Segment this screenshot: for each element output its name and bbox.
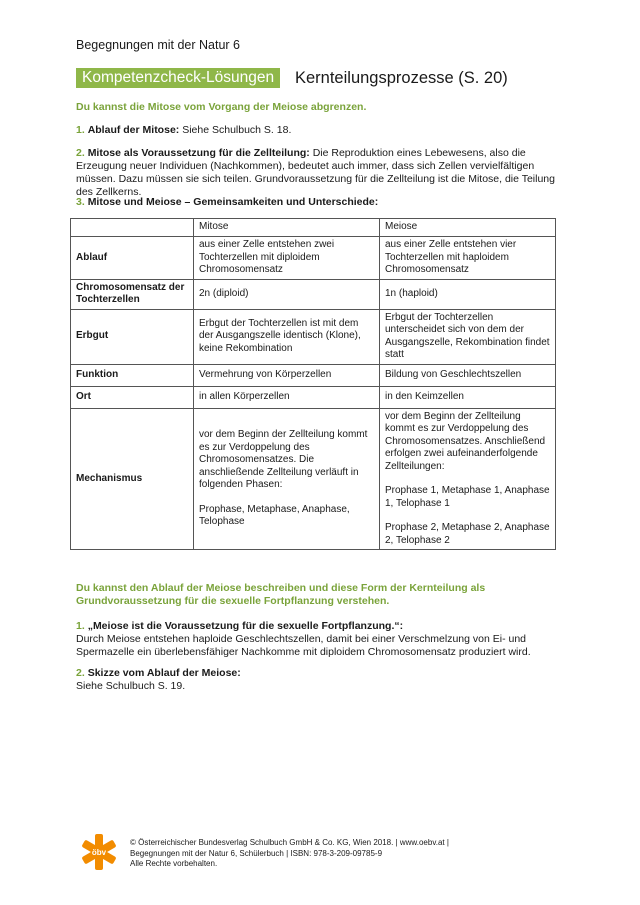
item-label: Ablauf der Mitose:	[87, 124, 180, 136]
item-label: Mitose und Meiose – Gemeinsamkeiten und Unterschiede:	[87, 196, 379, 208]
section2-heading: Du kannst den Ablauf der Meiose beschreiben und diese Form der Kernteilung als Grundvoraussetzung für die sexuelle Fortpflanzung verstehen.	[76, 582, 486, 607]
item-number: 3.	[76, 196, 85, 208]
table-header-cell: Meiose	[380, 219, 556, 237]
table-cell: Erbgut der Tochterzellen unterscheidet sich von dem der Ausgangszelle, Rekombination findet statt	[380, 309, 556, 364]
item-number: 1.	[76, 620, 85, 632]
section1-heading: Du kannst die Mitose vom Vorgang der Meiose abgrenzen.	[76, 101, 367, 113]
book-title: Begegnungen mit der Natur 6	[76, 38, 240, 52]
item-text: Durch Meiose entstehen haploide Geschlechtszellen, damit bei einer Verschmelzung von Ei- und Spermazelle ein überlebensfähiger Nachkomme mit diploidem Chromosomensatz produziert wird.	[76, 633, 531, 658]
table-cell: Bildung von Geschlechtszellen	[380, 364, 556, 386]
cell-paragraph: vor dem Beginn der Zellteilung kommt es zur Verdoppelung des Chromosomensatzes. Anschließend erfolgen zwei aufeinanderfolgende Zellteilungen:	[385, 410, 546, 472]
row-label: Ablauf	[71, 237, 194, 280]
item-number: 2.	[76, 667, 85, 679]
item1-paragraph	[76, 124, 566, 137]
table-cell	[194, 408, 380, 550]
item-number: 2.	[76, 147, 85, 159]
section2-item2	[76, 667, 566, 693]
title-tag: Kompetenzcheck-Lösungen	[76, 68, 280, 88]
row-label: Chromosomensatz der Tochterzellen	[71, 279, 194, 309]
item-text: Die Reproduktion eines Lebewesens, also die Erzeugung neuer Individuen (Nachkommen), bedeutet auch immer, dass sich Zellen vervielfältigen müssen. Dazu müssen sie sich teilen. Grundvoraussetzung für die Zellteilung ist die Mitose, die Teilung des Zellkerns.	[76, 147, 555, 198]
table-row	[71, 237, 556, 280]
table-row	[71, 408, 556, 550]
table-cell: Vermehrung von Körperzellen	[194, 364, 380, 386]
footer-line: © Österreichischer Bundesverlag Schulbuch GmbH & Co. KG, Wien 2018. | www.oebv.at |	[130, 838, 449, 847]
table-cell: 2n (diploid)	[194, 279, 380, 309]
oebv-logo	[82, 834, 116, 870]
item-label: „Meiose ist die Voraussetzung für die sexuelle Fortpflanzung.“:	[87, 620, 404, 632]
table-header-row	[71, 219, 556, 237]
item2-paragraph	[76, 147, 568, 199]
table-cell: aus einer Zelle entstehen zwei Tochterzellen mit diploidem Chromosomensatz	[194, 237, 380, 280]
comparison-table	[70, 218, 556, 550]
item-text: Siehe Schulbuch S. 18.	[179, 124, 292, 136]
item-label: Skizze vom Ablauf der Meiose:	[87, 667, 241, 679]
table-header-cell	[71, 219, 194, 237]
footer-text	[130, 838, 470, 870]
row-label: Mechanismus	[71, 408, 194, 550]
table-cell: in den Keimzellen	[380, 386, 556, 408]
item3-paragraph	[76, 196, 566, 209]
cell-paragraph: Prophase, Metaphase, Anaphase, Telophase	[199, 503, 350, 527]
table-row	[71, 364, 556, 386]
table-row	[71, 279, 556, 309]
cell-paragraph: vor dem Beginn der Zellteilung kommt es zur Verdoppelung des Chromosomensatzes. Die anschließende Zellteilung verläuft in folgenden Phasen:	[199, 429, 368, 490]
row-label: Erbgut	[71, 309, 194, 364]
row-label: Funktion	[71, 364, 194, 386]
table-cell	[380, 408, 556, 550]
cell-paragraph: Prophase 2, Metaphase 2, Anaphase 2, Telophase 2	[385, 522, 550, 546]
footer-line: Alle Rechte vorbehalten.	[130, 859, 218, 868]
table-row	[71, 309, 556, 364]
item-text: Siehe Schulbuch S. 19.	[76, 680, 186, 692]
item-number: 1.	[76, 124, 85, 136]
table-cell: Erbgut der Tochterzellen ist mit dem der Ausgangszelle identisch (Klone), keine Rekombination	[194, 309, 380, 364]
table-cell: aus einer Zelle entstehen vier Tochterzellen mit haploidem Chromosomensatz	[380, 237, 556, 280]
table-cell: in allen Körperzellen	[194, 386, 380, 408]
page-title: Kernteilungsprozesse (S. 20)	[295, 69, 508, 87]
table-cell: 1n (haploid)	[380, 279, 556, 309]
table-row	[71, 386, 556, 408]
row-label: Ort	[71, 386, 194, 408]
logo-text: öbv	[91, 848, 107, 857]
item-label: Mitose als Voraussetzung für die Zellteilung:	[87, 147, 310, 159]
cell-paragraph: Prophase 1, Metaphase 1, Anaphase 1, Telophase 1	[385, 485, 550, 509]
table-header-cell: Mitose	[194, 219, 380, 237]
footer-line: Begegnungen mit der Natur 6, Schülerbuch | ISBN: 978-3-209-09785-9	[130, 848, 383, 858]
section2-item1	[76, 620, 556, 659]
